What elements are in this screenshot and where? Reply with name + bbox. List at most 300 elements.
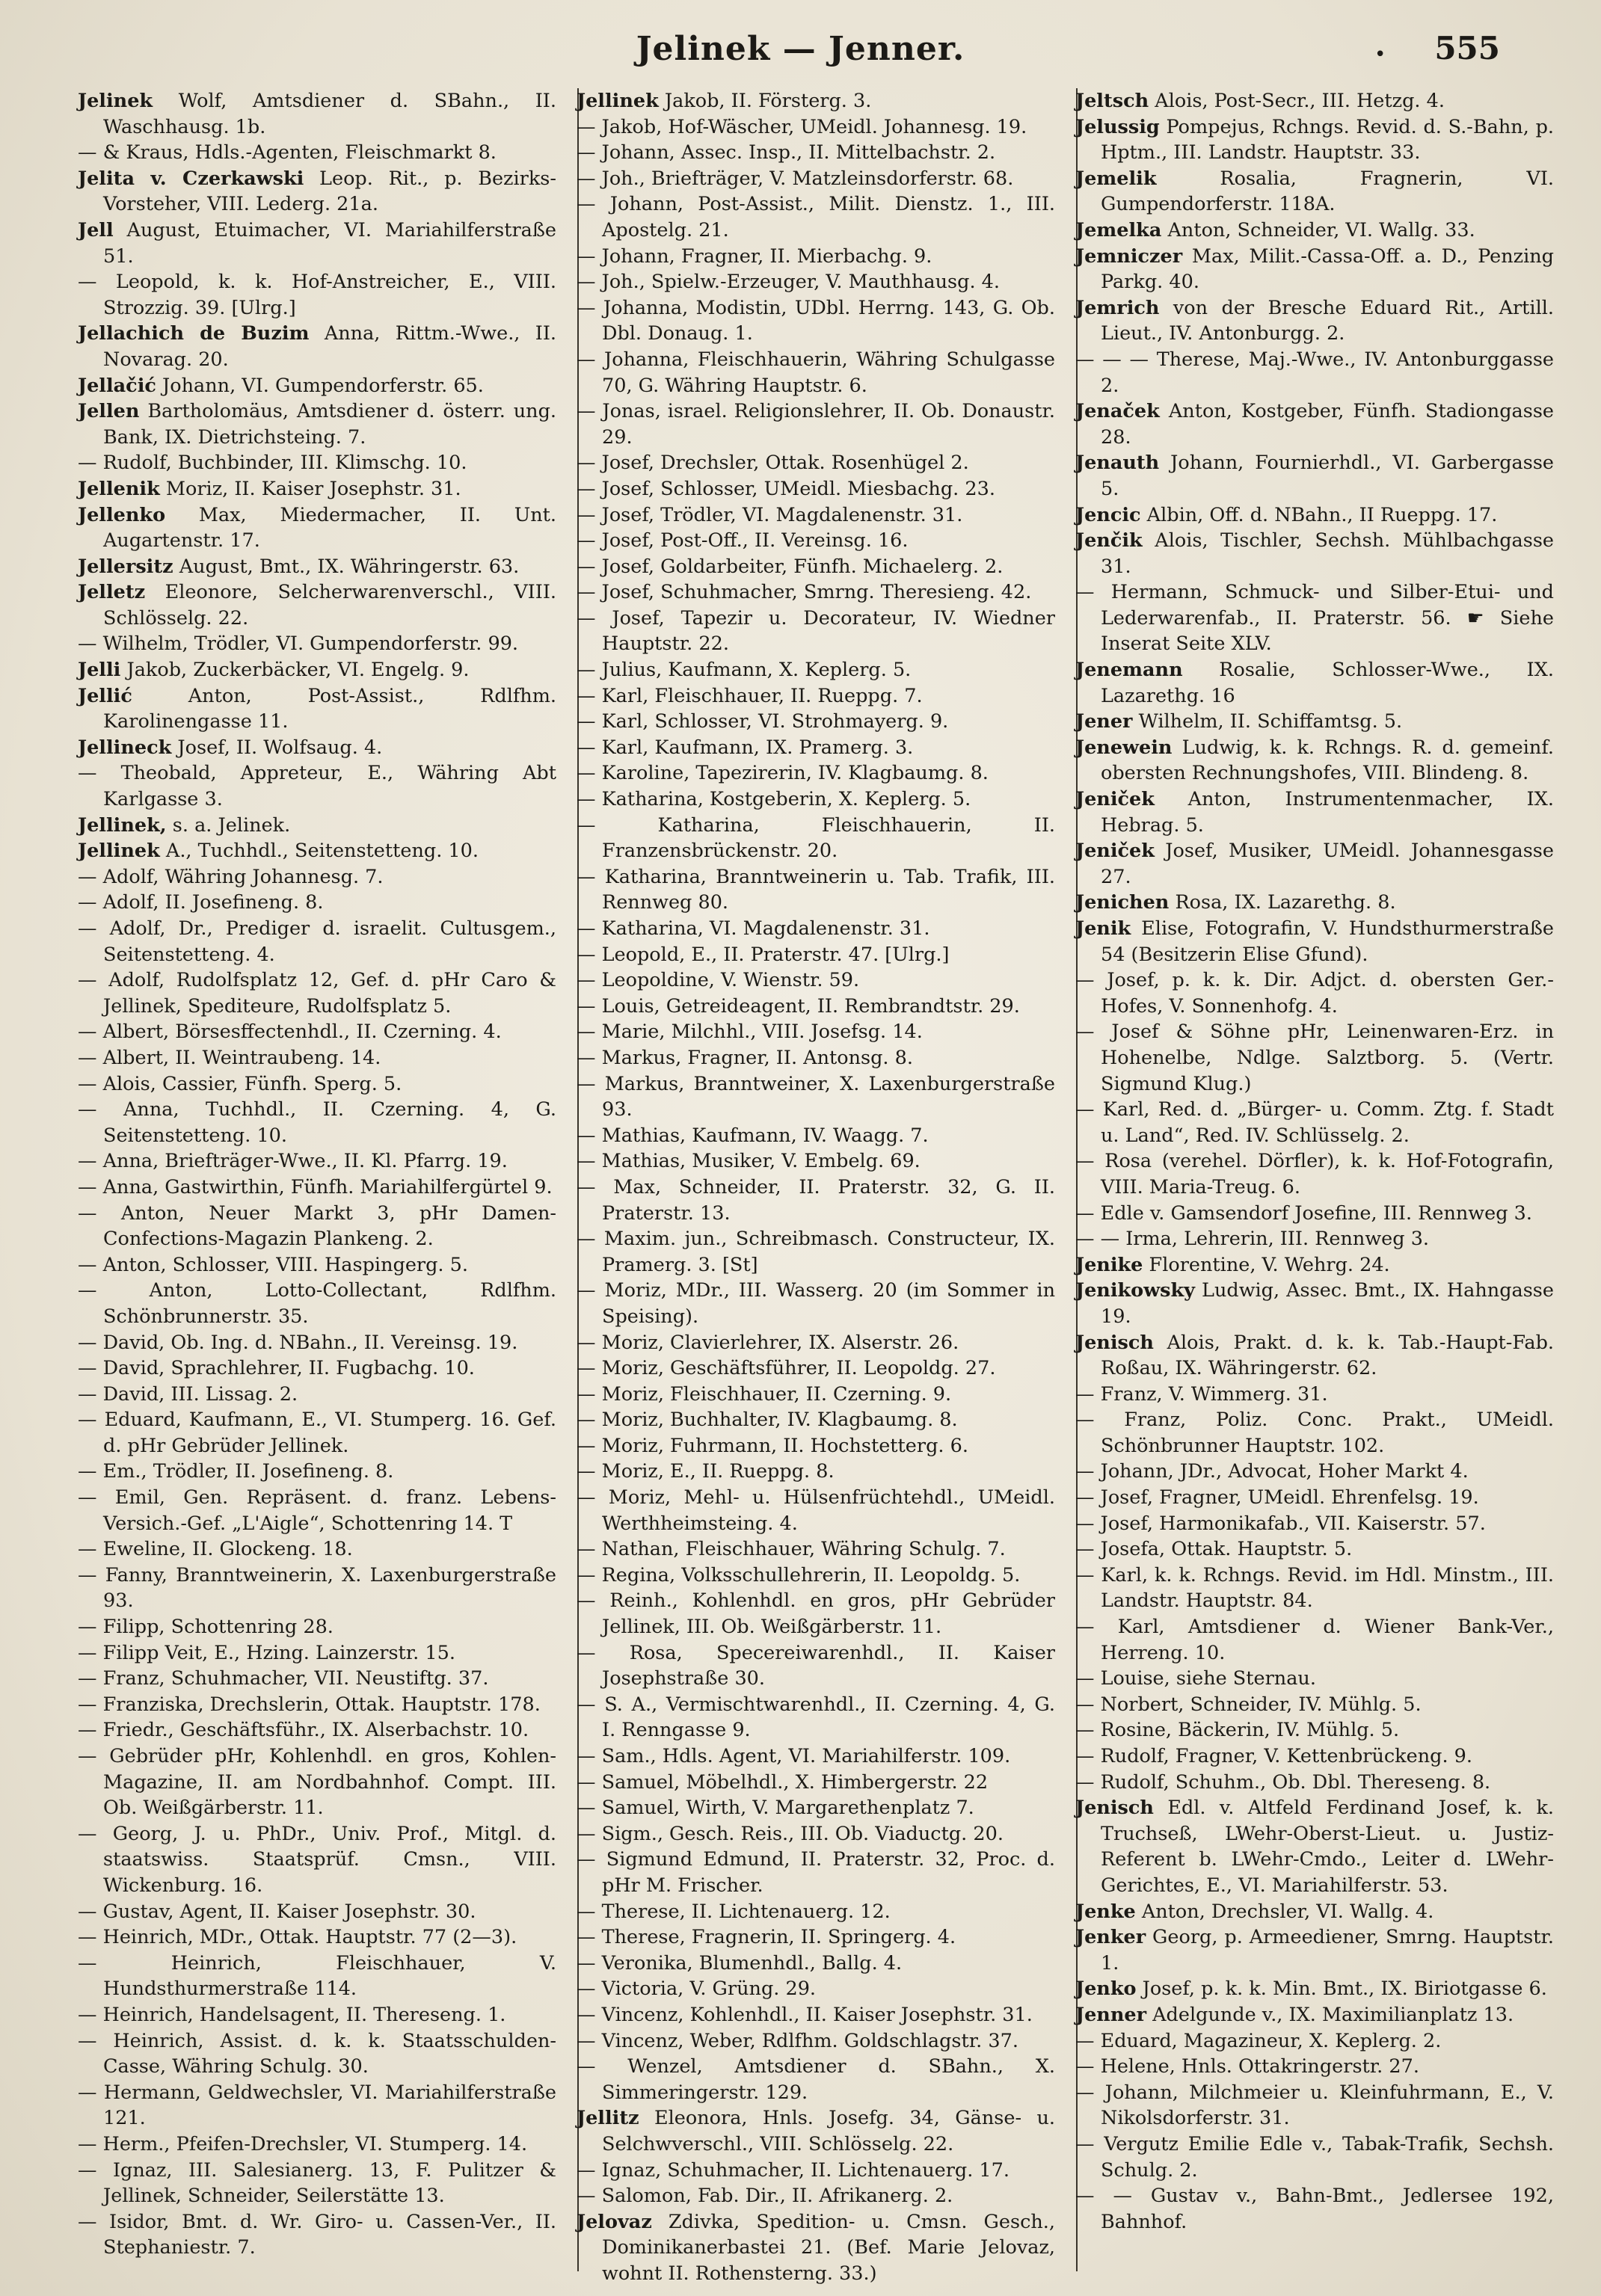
directory-entry <box>577 166 1055 192</box>
directory-entry <box>78 166 556 218</box>
entry-surname: Jenner <box>1075 2003 1147 2026</box>
entry-text: — Josef, Schlosser, UMeidl. Miesbachg. 23. <box>577 477 995 500</box>
entry-surname: Jellinek <box>577 90 659 112</box>
directory-entry <box>577 1536 1055 1563</box>
entry-text: — Alois, Cassier, Fünfh. Sperg. 5. <box>78 1072 402 1095</box>
entry-text: Anna, Rittm.-Wwe., II. Novarag. 20. <box>103 322 556 371</box>
entry-surname: Jenik <box>1075 917 1131 940</box>
entry-text: Moriz, II. Kaiser Josephstr. 31. <box>159 477 461 500</box>
entry-text: Josef, p. k. k. Min. Bmt., IX. Biriotgasse 6. <box>1136 1978 1547 2001</box>
directory-entry <box>1075 398 1554 450</box>
directory-entry <box>78 631 556 657</box>
directory-entry <box>78 916 556 967</box>
directory-entry <box>1075 735 1554 787</box>
entry-surname: Jenke <box>1075 1900 1136 1923</box>
entry-text: — Josef & Söhne pHr, Leinenwaren-Erz. in Hohenelbe, Ndlge. Salztborg. 5. (Vertr. Sigmund Klug.) <box>1075 1021 1554 1095</box>
entry-text: Anton, Kostgeber, Fünfh. Stadiongasse 28. <box>1101 400 1554 449</box>
directory-entry <box>1075 709 1554 735</box>
directory-entry <box>577 760 1055 787</box>
entry-text: — Georg, J. u. PhDr., Univ. Prof., Mitgl. d. staatswiss. Staatsprüf. Cmsn., VIII. Wickenburg. 16. <box>78 1822 556 1897</box>
directory-entry <box>1075 1717 1554 1743</box>
entry-surname: Jenaček <box>1075 400 1160 423</box>
entry-text: — Josef, Post-Off., II. Vereinsg. 16. <box>577 529 909 553</box>
directory-entry <box>1075 1226 1554 1252</box>
entry-text: Anton, Drechsler, VI. Wallg. 4. <box>1135 1900 1434 1923</box>
entry-text: — Max, Schneider, II. Praterstr. 32, G. II. Praterstr. 13. <box>577 1175 1055 1225</box>
entry-text: Ludwig, Assec. Bmt., IX. Hahngasse 19. <box>1101 1279 1554 1328</box>
entry-surname: Jeniček <box>1075 788 1155 811</box>
entry-surname: Jellachich de Buzim <box>78 322 310 345</box>
entry-text: Bartholomäus, Amtsdiener d. österr. ung. Bank, IX. Dietrichsteing. 7. <box>103 400 556 449</box>
column-1 <box>78 88 556 2271</box>
entry-text: — Katharina, Branntweinerin u. Tab. Trafik, III. Rennweg 80. <box>577 865 1055 914</box>
entry-text: — Eweline, II. Glockeng. 18. <box>78 1538 353 1561</box>
entry-text: — Karl, Kaufmann, IX. Pramerg. 3. <box>577 736 914 759</box>
entry-text: — Katharina, Fleischhauerin, II. Franzensbrückenstr. 20. <box>577 813 1055 863</box>
directory-entry <box>1075 218 1554 244</box>
directory-entry <box>1075 528 1554 579</box>
entry-text: — Ignaz, III. Salesianerg. 13, F. Pulitzer & Jellinek, Schneider, Seilerstätte 13. <box>78 2158 556 2208</box>
entry-text: — Josef, Harmonikafab., VII. Kaiserstr. 57. <box>1075 1512 1486 1535</box>
directory-entry <box>78 398 556 450</box>
directory-entry <box>78 1924 556 1951</box>
entry-text: August, Bmt., IX. Währingerstr. 63. <box>173 555 520 578</box>
entry-text: — Moriz, Fleischhauer, II. Czerning. 9. <box>577 1382 952 1406</box>
entry-surname: Jellitz <box>577 2107 639 2130</box>
directory-entry <box>577 1382 1055 1408</box>
entry-text: — Josef, Goldarbeiter, Fünfh. Michaelerg. 2. <box>577 555 1004 578</box>
entry-text: — Filipp Veit, E., Hzing. Lainzerstr. 15. <box>78 1641 455 1664</box>
entry-text: — Julius, Kaufmann, X. Keplerg. 5. <box>577 659 912 682</box>
directory-entry <box>78 1382 556 1408</box>
entry-surname: Jellersitz <box>78 555 173 578</box>
directory-entry <box>78 2080 556 2132</box>
entry-text: s. a. Jelinek. <box>166 813 291 837</box>
directory-entry <box>577 916 1055 942</box>
entry-text: — Moriz, MDr., III. Wasserg. 20 (im Sommer in Speising). <box>577 1279 1055 1328</box>
entry-text: — Jakob, Hof-Wäscher, UMeidl. Johannesg. 19. <box>577 115 1027 138</box>
directory-columns <box>78 88 1554 2285</box>
directory-entry <box>1075 2002 1554 2028</box>
entry-text: — Maxim. jun., Schreibmasch. Constructeur, IX. Pramerg. 3. [St] <box>577 1228 1055 1276</box>
entry-text: Ludwig, k. k. Rchngs. R. d. gemeinf. obersten Rechnungshofes, VIII. Blindeng. 8. <box>1101 736 1554 785</box>
entry-text: Max, Miedermacher, II. Unt. Augartenstr. 17. <box>103 503 556 553</box>
entry-text: — — Gustav v., Bahn-Bmt., Jedlersee 192, Bahnhof. <box>1075 2185 1554 2233</box>
directory-entry <box>577 683 1055 710</box>
entry-text: Alois, Post-Secr., III. Hetzg. 4. <box>1149 90 1445 112</box>
directory-entry <box>1075 1924 1554 1976</box>
entry-text: — S. A., Vermischtwarenhdl., II. Czerning. 4, G. I. Renngasse 9. <box>577 1693 1055 1742</box>
entry-text: Wolf, Amtsdiener d. SBahn., II. Waschhausg. 1b. <box>103 90 556 138</box>
directory-entry <box>1075 1743 1554 1770</box>
entry-text: — Marie, Milchhl., VIII. Josefsg. 14. <box>577 1021 923 1044</box>
entry-text: Jakob, Zuckerbäcker, VI. Engelg. 9. <box>120 659 470 682</box>
entry-text: — Salomon, Fab. Dir., II. Afrikanerg. 2. <box>577 2185 953 2208</box>
directory-entry <box>1075 1382 1554 1408</box>
entry-text: — Joh., Briefträger, V. Matzleinsdorferstr. 68. <box>577 167 1014 190</box>
directory-entry <box>1075 1485 1554 1511</box>
entry-text: Albin, Off. d. NBahn., II Rueppg. 17. <box>1140 503 1498 526</box>
directory-entry <box>577 1226 1055 1278</box>
directory-entry <box>577 1019 1055 1045</box>
directory-entry <box>1075 1511 1554 1537</box>
entry-text: — Wenzel, Amtsdiener d. SBahn., X. Simmeringerstr. 129. <box>577 2055 1055 2104</box>
entry-text: — Hermann, Geldwechsler, VI. Mariahilferstraße 121. <box>78 2081 556 2130</box>
entry-text: — Karl, Fleischhauer, II. Rueppg. 7. <box>577 684 923 707</box>
directory-entry <box>1075 347 1554 398</box>
directory-entry <box>1075 2054 1554 2080</box>
directory-entry <box>78 1563 556 1614</box>
entry-surname: Jell <box>78 218 114 241</box>
directory-entry <box>1075 88 1554 114</box>
directory-entry <box>577 88 1055 114</box>
directory-entry <box>1075 502 1554 529</box>
entry-text: — Rudolf, Schuhm., Ob. Dbl. Thereseng. 8. <box>1075 1770 1491 1794</box>
entry-text: — Franz, Schuhmacher, VII. Neustiftg. 37. <box>78 1667 489 1690</box>
directory-entry <box>78 450 556 476</box>
entry-surname: Jeltsch <box>1075 90 1149 112</box>
entry-text: — Johann, Fragner, II. Mierbachg. 9. <box>577 244 932 268</box>
directory-entry <box>577 269 1055 295</box>
entry-text: — Veronika, Blumenhdl., Ballg. 4. <box>577 1951 903 1975</box>
entry-text: Rosalia, Fragnerin, VI. Gumpendorferstr. 118A. <box>1101 167 1554 216</box>
directory-entry <box>78 1097 556 1148</box>
directory-entry <box>78 760 556 812</box>
directory-entry <box>1075 967 1554 1019</box>
entry-surname: Jelussig <box>1075 115 1160 138</box>
directory-entry <box>78 1459 556 1485</box>
directory-entry <box>577 1433 1055 1459</box>
directory-entry <box>78 2158 556 2209</box>
directory-entry <box>1075 114 1554 166</box>
directory-entry <box>78 1536 556 1563</box>
entry-surname: Jenichen <box>1075 891 1170 914</box>
entry-text: — Hermann, Schmuck- und Silber-Etui- und Lederwarenfab., II. Praterstr. 56. ☛ Siehe Inserat Seite XLV. <box>1075 581 1554 656</box>
directory-entry <box>1075 1770 1554 1796</box>
entry-text: — Moriz, Fuhrmann, II. Hochstetterg. 6. <box>577 1434 968 1457</box>
directory-entry <box>577 2002 1055 2028</box>
entry-text: — Franz, V. Wimmerg. 31. <box>1075 1382 1328 1406</box>
entry-text: Adelgunde v., IX. Maximilianplatz 13. <box>1146 2003 1514 2026</box>
directory-entry <box>78 838 556 864</box>
entry-text: Rosalie, Schlosser-Wwe., IX. Lazarethg. 16 <box>1101 659 1554 707</box>
directory-entry <box>78 1614 556 1640</box>
directory-entry <box>577 140 1055 166</box>
entry-surname: Jeniček <box>1075 840 1155 863</box>
directory-entry <box>78 1201 556 1252</box>
entry-text: — Heinrich, Handelsagent, II. Thereseng. 1. <box>78 2003 506 2026</box>
entry-text: — Friedr., Geschäftsführ., IX. Alserbachstr. 10. <box>78 1719 529 1742</box>
directory-entry <box>78 890 556 916</box>
directory-entry <box>1075 2028 1554 2055</box>
directory-entry <box>577 1770 1055 1796</box>
entry-text: — Markus, Branntweiner, X. Laxenburgerstraße 93. <box>577 1072 1055 1121</box>
entry-surname: Jenisch <box>1075 1797 1154 1820</box>
directory-entry <box>78 373 556 399</box>
directory-entry <box>78 2028 556 2080</box>
entry-text: — Gebrüder pHr, Kohlenhdl. en gros, Kohlen-Magazine, II. am Nordbahnhof. Compt. III. Ob. Weißgärberstr. 11. <box>78 1745 556 1820</box>
entry-text: — Wilhelm, Trödler, VI. Gumpendorferstr. 99. <box>78 633 519 656</box>
directory-entry <box>78 1666 556 1692</box>
directory-entry <box>78 1330 556 1356</box>
entry-text: — Rosa, Specereiwarenhdl., II. Kaiser Josephstraße 30. <box>577 1641 1055 1690</box>
entry-text: — Louise, siehe Sternau. <box>1075 1667 1316 1690</box>
entry-text: — Heinrich, Fleischhauer, V. Hundsthurmerstraße 114. <box>78 1951 556 2001</box>
entry-surname: Jenikowsky <box>1075 1279 1195 1302</box>
entry-text: — David, III. Lissag. 2. <box>78 1382 298 1406</box>
directory-entry <box>78 476 556 502</box>
entry-text: Johann, Fournierhdl., VI. Garbergasse 5. <box>1101 452 1554 500</box>
directory-entry <box>577 1485 1055 1536</box>
directory-entry <box>1075 890 1554 916</box>
entry-text: — Mathias, Kaufmann, IV. Waagg. 7. <box>577 1124 929 1147</box>
directory-entry <box>1075 1899 1554 1925</box>
directory-entry <box>577 1459 1055 1485</box>
entry-text: — Johanna, Fleischhauerin, Währing Schulgasse 70, G. Währing Hauptstr. 6. <box>577 348 1055 397</box>
entry-text: — Johann, JDr., Advocat, Hoher Markt 4. <box>1075 1460 1469 1483</box>
entry-text: Elise, Fotografin, V. Hundsthurmerstraße 54 (Besitzerin Elise Gfund). <box>1101 917 1554 966</box>
entry-surname: Jellinek <box>78 840 160 863</box>
directory-entry <box>78 1899 556 1925</box>
directory-entry <box>1075 787 1554 838</box>
entry-text: — Jonas, israel. Religionslehrer, II. Ob. Donaustr. 29. <box>577 400 1055 449</box>
directory-entry <box>1075 1459 1554 1485</box>
entry-text: — Gustav, Agent, II. Kaiser Josephstr. 30. <box>78 1900 476 1923</box>
entry-text: — Josef, Trödler, VI. Magdalenenstr. 31. <box>577 503 963 526</box>
directory-entry <box>1075 450 1554 502</box>
entry-text: — Sigmund Edmund, II. Praterstr. 32, Proc. d. pHr M. Frischer. <box>577 1848 1055 1897</box>
entry-text: — Katharina, VI. Magdalenenstr. 31. <box>577 917 930 940</box>
directory-entry <box>577 994 1055 1020</box>
entry-text: — Vincenz, Weber, Rdlfhm. Goldschlagstr. 37. <box>577 2029 1018 2052</box>
entry-text: — Josef, Drechsler, Ottak. Rosenhügel 2. <box>577 452 969 475</box>
entry-text: — Karl, Red. d. „Bürger- u. Comm. Ztg. f. Stadt u. Land“, Red. IV. Schlüsselg. 2. <box>1075 1098 1554 1147</box>
entry-text: — Moriz, Mehl- u. Hülsenfrüchtehdl., UMeidl. Werthheimsteing. 4. <box>577 1486 1055 1535</box>
directory-entry <box>577 528 1055 554</box>
directory-entry <box>577 295 1055 347</box>
entry-text: Anton, Post-Assist., Rdlfhm. Karolinengasse 11. <box>103 684 556 733</box>
entry-text: Edl. v. Altfeld Ferdinand Josef, k. k. Truchseß, LWehr-Oberst-Lieut. u. Justiz-Referent b. LWehr-Cmdo., Leiter d. LWehr-Gerichtes, E., VI. Mariahilferstr. 53. <box>1101 1797 1554 1897</box>
directory-entry <box>577 787 1055 813</box>
entry-text: — Isidor, Bmt. d. Wr. Giro- u. Cassen-Ver., II. Stephaniestr. 7. <box>78 2210 556 2259</box>
directory-entry <box>577 502 1055 529</box>
entry-surname: Jelovaz <box>577 2210 652 2233</box>
entry-text: — Johann, Milchmeier u. Kleinfuhrmann, E., V. Nikolsdorferstr. 31. <box>1075 2081 1554 2130</box>
entry-text: — Johanna, Modistin, UDbl. Herrng. 143, G. Ob. Dbl. Donaug. 1. <box>577 296 1055 345</box>
entry-text: — — Irma, Lehrerin, III. Rennweg 3. <box>1075 1228 1430 1251</box>
directory-entry <box>1075 1148 1554 1200</box>
directory-entry <box>78 1278 556 1329</box>
directory-entry <box>1075 657 1554 709</box>
entry-text: Eleonore, Selcherwarenverschl., VIII. Schlösselg. 22. <box>103 581 556 630</box>
entry-surname: Jelinek <box>78 90 153 112</box>
directory-entry <box>577 2028 1055 2055</box>
directory-entry <box>1075 1407 1554 1459</box>
entry-surname: Jenike <box>1075 1253 1143 1276</box>
entry-text: — Vergutz Emilie Edle v., Tabak-Trafik, Sechsh. Schulg. 2. <box>1075 2132 1554 2182</box>
entry-text: — Josef, Fragner, UMeidl. Ehrenfelsg. 19. <box>1075 1486 1479 1509</box>
directory-entry <box>78 502 556 554</box>
directory-entry <box>577 476 1055 502</box>
entry-text: — Heinrich, MDr., Ottak. Hauptstr. 77 (2—3). <box>78 1926 517 1949</box>
directory-entry <box>577 2054 1055 2105</box>
entry-text: — Eduard, Magazineur, X. Keplerg. 2. <box>1075 2029 1442 2052</box>
page-header <box>0 30 1601 82</box>
directory-entry <box>577 657 1055 683</box>
entry-text: — Karl, Schlosser, VI. Strohmayerg. 9. <box>577 710 949 733</box>
directory-entry <box>577 1899 1055 1925</box>
entry-text: — Theobald, Appreteur, E., Währing Abt Karlgasse 3. <box>78 762 556 811</box>
entry-text: — Johann, Assec. Insp., II. Mittelbachstr. 2. <box>577 141 996 164</box>
directory-entry <box>1075 1201 1554 1227</box>
entry-text: A., Tuchhdl., Seitenstetteng. 10. <box>159 840 479 863</box>
entry-text: — Victoria, V. Grüng. 29. <box>577 1978 817 2001</box>
entry-text: — Markus, Fragner, II. Antonsg. 8. <box>577 1046 913 1069</box>
directory-entry <box>577 942 1055 968</box>
entry-text: — Helene, Hnls. Ottakringerstr. 27. <box>1075 2055 1419 2078</box>
entry-text: Anton, Schneider, VI. Wallg. 33. <box>1161 218 1475 241</box>
entry-surname: Jenčik <box>1075 529 1143 553</box>
directory-entry <box>577 191 1055 243</box>
entry-text: — Norbert, Schneider, IV. Mühlg. 5. <box>1075 1693 1422 1716</box>
entry-text: — Regina, Volksschullehrerin, II. Leopoldg. 5. <box>577 1563 1021 1586</box>
header-dot: • <box>1374 43 1386 66</box>
directory-entry <box>78 1821 556 1899</box>
directory-entry <box>577 244 1055 270</box>
directory-entry <box>1075 295 1554 347</box>
entry-text: — Anna, Briefträger-Wwe., II. Kl. Pfarrg. 19. <box>78 1150 508 1173</box>
directory-entry <box>78 88 556 140</box>
entry-text: — Joh., Spielw.-Erzeuger, V. Mauthhausg. 4. <box>577 271 1000 294</box>
entry-text: — Samuel, Möbelhdl., X. Himbergerstr. 22 <box>577 1770 989 1794</box>
entry-text: August, Etuimacher, VI. Mariahilferstraße 51. <box>103 218 556 268</box>
directory-entry <box>1075 1536 1554 1563</box>
directory-entry <box>78 2002 556 2028</box>
directory-entry <box>1075 1252 1554 1278</box>
directory-entry <box>78 735 556 761</box>
directory-entry <box>78 1743 556 1821</box>
directory-entry <box>577 1976 1055 2002</box>
directory-entry <box>1075 1976 1554 2002</box>
directory-entry <box>78 967 556 1019</box>
directory-entry <box>78 140 556 166</box>
directory-entry <box>577 2209 1055 2287</box>
entry-surname: Jenauth <box>1075 452 1160 475</box>
directory-entry <box>1075 1692 1554 1718</box>
directory-entry <box>577 1175 1055 1226</box>
entry-text: — Anton, Schlosser, VIII. Haspingerg. 5. <box>78 1253 468 1276</box>
entry-text: — Filipp, Schottenring 28. <box>78 1616 334 1639</box>
directory-entry <box>78 1485 556 1536</box>
entry-text: — Anton, Lotto-Collectant, Rdlfhm. Schönbrunnerstr. 35. <box>78 1279 556 1328</box>
directory-entry <box>78 1692 556 1718</box>
entry-text: — Adolf, Währing Johannesg. 7. <box>78 865 384 888</box>
running-title: Jelinek — Jenner. <box>636 30 965 68</box>
directory-entry <box>577 1795 1055 1821</box>
page-number: 555 <box>1434 30 1500 67</box>
entry-text: Georg, p. Armeediener, Smrng. Hauptstr. 1. <box>1101 1926 1554 1975</box>
entry-text: — — — Therese, Maj.-Wwe., IV. Antonburggasse 2. <box>1075 348 1554 397</box>
entry-text: — Moriz, E., II. Rueppg. 8. <box>577 1460 835 1483</box>
directory-entry <box>78 269 556 321</box>
entry-text: — Edle v. Gamsendorf Josefine, III. Rennweg 3. <box>1075 1201 1532 1225</box>
directory-entry <box>577 398 1055 450</box>
entry-surname: Jenisch <box>1075 1331 1154 1354</box>
directory-entry <box>577 2105 1055 2157</box>
entry-surname: Jemniczer <box>1075 244 1183 268</box>
entry-text: — Adolf, II. Josefineng. 8. <box>78 891 324 914</box>
entry-text: — Anna, Tuchhdl., II. Czerning. 4, G. Seitenstetteng. 10. <box>78 1098 556 1147</box>
entry-text: Eleonora, Hnls. Josefg. 34, Gänse- u. Selchwverschl., VIII. Schlösselg. 22. <box>602 2107 1055 2155</box>
directory-entry <box>1075 1614 1554 1666</box>
entry-text: — Rudolf, Buchbinder, III. Klimschg. 10. <box>78 452 467 475</box>
entry-text: — Herm., Pfeifen-Drechsler, VI. Stumperg. 14. <box>78 2132 528 2155</box>
entry-text: — Karl, Amtsdiener d. Wiener Bank-Ver., Herreng. 10. <box>1075 1616 1554 1664</box>
entry-text: — Karoline, Tapezirerin, IV. Klagbaumg. 8. <box>577 762 989 785</box>
entry-text: Josef, Musiker, UMeidl. Johannesgasse 27. <box>1101 840 1554 888</box>
directory-entry <box>78 1951 556 2002</box>
column-3 <box>1075 88 1554 2271</box>
directory-entry <box>577 1355 1055 1382</box>
entry-text: Max, Milit.-Cassa-Off. a. D., Penzing Parkg. 40. <box>1101 244 1554 294</box>
directory-entry <box>1075 1563 1554 1614</box>
entry-text: — Albert, II. Weintraubeng. 14. <box>78 1046 381 1069</box>
entry-text: — Heinrich, Assist. d. k. k. Staatsschulden-Casse, Währing Schulg. 30. <box>78 2029 556 2078</box>
entry-text: von der Bresche Eduard Rit., Artill. Lieut., IV. Antonburgg. 2. <box>1101 296 1554 345</box>
directory-entry <box>1075 916 1554 967</box>
entry-text: — Rosa (verehel. Dörfler), k. k. Hof-Fotografin, VIII. Maria-Treug. 6. <box>1075 1150 1554 1198</box>
entry-surname: Jelita v. Czerkawski <box>78 167 304 190</box>
entry-text: — Josef, p. k. k. Dir. Adjct. d. obersten Ger.-Hofes, V. Sonnenhofg. 4. <box>1075 969 1554 1018</box>
directory-entry <box>78 1175 556 1201</box>
entry-surname: Jenker <box>1075 1926 1146 1949</box>
entry-text: — Rosine, Bäckerin, IV. Mühlg. 5. <box>1075 1719 1400 1742</box>
directory-entry <box>577 1692 1055 1743</box>
directory-entry <box>78 1252 556 1278</box>
entry-text: — Katharina, Kostgeberin, X. Keplerg. 5. <box>577 788 971 811</box>
entry-text: — Mathias, Musiker, V. Embelg. 69. <box>577 1150 921 1173</box>
directory-entry <box>1075 1795 1554 1898</box>
entry-text: — Vincenz, Kohlenhdl., II. Kaiser Josephstr. 31. <box>577 2003 1033 2026</box>
entry-text: — Eduard, Kaufmann, E., VI. Stumperg. 16. Gef. d. pHr Gebrüder Jellinek. <box>78 1409 556 1457</box>
entry-surname: Jener <box>1075 710 1133 733</box>
directory-entry <box>577 1588 1055 1640</box>
entry-surname: Jenewein <box>1075 736 1173 759</box>
directory-entry <box>78 1407 556 1459</box>
entry-text: — & Kraus, Hdls.-Agenten, Fleischmarkt 8. <box>78 141 497 164</box>
directory-entry <box>78 864 556 890</box>
directory-entry <box>1075 1097 1554 1148</box>
directory-entry <box>577 450 1055 476</box>
entry-surname: Jellen <box>78 400 140 423</box>
entry-text: — David, Ob. Ing. d. NBahn., II. Vereinsg. 19. <box>78 1331 518 1354</box>
directory-entry <box>1075 2132 1554 2183</box>
entry-text: — Anton, Neuer Markt 3, pHr Damen-Confections-Magazin Plankeng. 2. <box>78 1201 556 1251</box>
entry-text: — Leopold, E., II. Praterstr. 47. [Ulrg.] <box>577 943 950 966</box>
directory-entry <box>577 554 1055 580</box>
entry-text: Florentine, V. Wehrg. 24. <box>1143 1253 1390 1276</box>
entry-surname: Jellačić <box>78 374 156 397</box>
directory-entry <box>577 347 1055 398</box>
directory-entry <box>78 1148 556 1175</box>
directory-entry <box>577 1330 1055 1356</box>
entry-text: — Reinh., Kohlenhdl. en gros, pHr Gebrüder Jellinek, III. Ob. Weißgärberstr. 11. <box>577 1589 1055 1639</box>
entry-text: — Em., Trödler, II. Josefineng. 8. <box>78 1460 394 1483</box>
entry-text: Alois, Prakt. d. k. k. Tab.-Haupt-Fab. Roßau, IX. Währingerstr. 62. <box>1101 1331 1554 1380</box>
directory-entry <box>577 1148 1055 1175</box>
directory-entry <box>577 967 1055 994</box>
directory-entry <box>577 1924 1055 1951</box>
